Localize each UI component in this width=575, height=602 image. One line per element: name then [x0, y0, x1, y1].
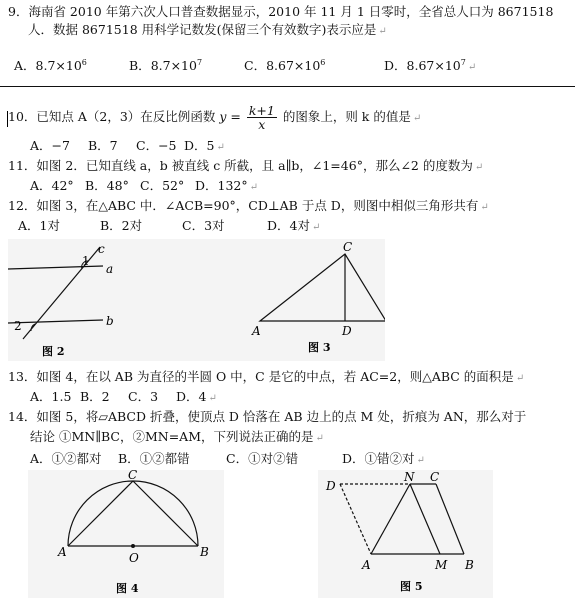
label-C: C	[343, 240, 353, 254]
q10-line: 10．已知点 A（2，3）在反比例函数 y = $\frac{k+1}{x}$ 的图象上，则 k 的值是 ↵	[8, 103, 422, 132]
label-M: M	[435, 558, 448, 572]
label-A: A	[362, 558, 371, 572]
figure-2	[8, 242, 114, 358]
q11-line: 11．如图 2．已知直线 a，b 被直线 c 所截，且 a∥b，∠1=46°，那么∠2 的度数为 ↵	[8, 158, 484, 173]
q14-line1: 14．如图 5，将▱ABCD 折叠，使顶点 D 恰落在 AB 边上的点 M 处，折痕为 AN，那么对于	[8, 409, 527, 424]
q14-option-c: C．①对②错	[226, 451, 299, 466]
q12-option-c: C．3对	[182, 218, 225, 233]
q12-options: A．1对 B．2对 C．3对 D．4对 ↵	[18, 218, 321, 233]
fold-line-an	[371, 484, 410, 554]
q9-option-c: C．$8.67\times 10^6$	[244, 58, 326, 74]
q10-y-eq: y =	[219, 109, 241, 124]
fig4-caption: 图 4	[116, 582, 139, 595]
label-c: c	[98, 242, 105, 256]
q10-option-b: B．7	[88, 138, 118, 153]
q9-line2: 人．数据 8671518 用科学记数发(保留三个有效数字)表示应是 ↵	[28, 22, 387, 37]
label-A: A	[58, 545, 67, 559]
q12-line: 12．如图 3，在△ABC 中．∠ACB=90°，CD⊥AB 于点 D，则图中相似三角形共有 ↵	[8, 198, 489, 213]
q11-option-d: D．132°	[195, 178, 248, 193]
segment-ad-dashed	[340, 484, 371, 554]
q13-options: A．1.5 B．2 C．3 D．4 ↵	[30, 389, 217, 404]
q14-option-d: D．①错②对	[342, 451, 415, 466]
line-b	[8, 320, 103, 323]
q9-option-d: D．$8.67\times 10^7$	[384, 58, 466, 74]
chord-ac	[68, 481, 133, 546]
chord-bc	[133, 481, 198, 546]
section-divider	[0, 86, 575, 87]
figure-3	[251, 240, 385, 354]
q13-option-a: A．1.5	[30, 389, 72, 404]
label-D: D	[342, 324, 352, 338]
label-B: B	[200, 545, 209, 559]
q14-option-a: A．①②都对	[30, 451, 102, 466]
q13-option-b: B．2	[80, 389, 110, 404]
q9-option-a: A．$8.7\times 10^6$	[14, 58, 87, 74]
label-a: a	[106, 262, 114, 276]
center-point-o	[131, 544, 135, 548]
q11-option-b: B．48°	[85, 178, 129, 193]
label-1: 1	[82, 254, 90, 268]
q14-option-b: B．①②都错	[118, 451, 190, 466]
q10-option-c: C．−5	[136, 138, 177, 153]
figure-5	[318, 470, 493, 598]
figure-4-svg	[28, 470, 224, 598]
label-N: N	[404, 470, 415, 484]
semicircle-arc	[68, 481, 198, 546]
q10-fraction: $\frac{k+1}{x}$	[248, 103, 275, 132]
figure-5-svg	[318, 470, 493, 598]
q9-options: A．$8.7\times 10^6$ B．$8.7\times 10^7$ C．$8.67\times 10^6$ D．$8.67\times 10^7$ ↵	[14, 55, 476, 76]
fig3-caption: 图 3	[308, 341, 331, 354]
q12-option-a: A．1对	[18, 218, 60, 233]
q12-option-b: B．2对	[100, 218, 143, 233]
label-B: B	[465, 558, 474, 572]
q10-option-a: A．−7	[30, 138, 70, 153]
fig2-caption: 图 2	[42, 345, 65, 358]
label-2: 2	[14, 319, 22, 333]
figure-4	[28, 470, 224, 598]
q14-line2: 结论 ①MN∥BC，②MN=AM，下列说法正确的是 ↵	[30, 429, 324, 444]
fig5-caption: 图 5	[400, 580, 423, 593]
figures-2-3-svg	[8, 239, 385, 361]
label-O: O	[129, 551, 139, 565]
triangle-abc	[260, 254, 385, 321]
q11-option-a: A．42°	[30, 178, 74, 193]
q12-option-d: D．4对	[267, 218, 310, 233]
q11-option-c: C．52°	[140, 178, 185, 193]
q10-options: A．−7 B．7 C．−5 D．5 ↵	[30, 138, 225, 153]
segment-nm	[410, 484, 440, 554]
q10-option-d: D．5	[184, 138, 215, 153]
label-b: b	[106, 314, 114, 328]
label-A: A	[252, 324, 261, 338]
q9-option-b: B．$8.7\times 10^7$	[129, 58, 203, 74]
label-C: C	[128, 470, 138, 482]
figures-2-3	[8, 239, 385, 361]
label-C: C	[430, 470, 440, 484]
label-D: D	[326, 479, 336, 493]
q13-option-c: C．3	[128, 389, 159, 404]
q13-option-d: D．4	[176, 389, 207, 404]
q13-line: 13．如图 4，在以 AB 为直径的半圆 O 中，C 是它的中点，若 AC=2，则△ABC 的面积是 ↵	[8, 369, 525, 384]
q14-options: A．①②都对 B．①②都错 C．①对②错 D．①错②对 ↵	[30, 451, 425, 466]
q11-options: A．42° B．48° C．52° D．132° ↵	[30, 178, 259, 193]
q9-line1: 9．海南省 2010 年第六次人口普查数据显示，2010 年 11 月 1 日零时，全省总人口为 8671518	[8, 4, 554, 19]
segment-cb	[436, 484, 464, 554]
